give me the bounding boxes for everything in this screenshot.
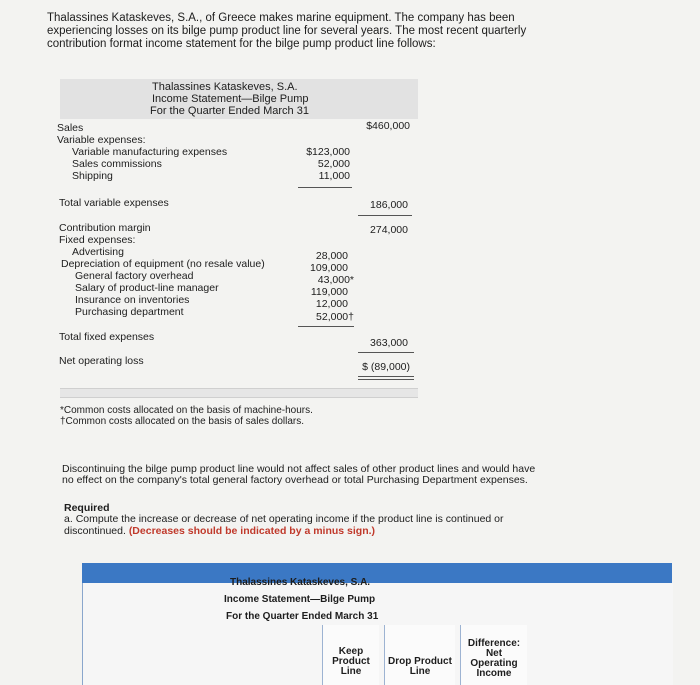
answer-table-period: For the Quarter Ended March 31: [226, 611, 379, 622]
intro-text: Thalassines Kataskeves, S.A., of Greece makes marine equipment. The company has been experiencing losses on its bilge pump product line for several years. The most recent quarterly contribution format income statement for the bilge pump product line follows:: [47, 12, 527, 50]
fixed-item-value: 43,000*: [317, 274, 354, 286]
fixed-expenses-label: Fixed expenses:: [59, 234, 136, 246]
total-variable-label: Total variable expenses: [59, 197, 169, 209]
fixed-item-value: 119,000: [310, 286, 348, 298]
fixed-item-label: Insurance on inventories: [75, 294, 190, 306]
column-drop-product-line: [384, 625, 455, 685]
variable-item-value: $123,000: [306, 146, 350, 158]
answer-table-company: Thalassines Kataskeves, S.A.: [230, 577, 371, 588]
net-loss-label: Net operating loss: [59, 355, 144, 367]
statement-company: Thalassines Kataskeves, S.A.: [152, 81, 298, 93]
subtotal-rule: [298, 187, 352, 188]
column-header-difference: Difference: Net Operating Income: [467, 638, 521, 679]
fixed-item-value: 12,000: [315, 298, 348, 310]
statement-bottom-bar: [60, 388, 418, 398]
contribution-margin-label: Contribution margin: [59, 222, 151, 234]
assumption-paragraph: Discontinuing the bilge pump product line would not affect sales of other product lines and would have no effect on the company's total general factory overhead or total Purchasing Department expenses.: [62, 463, 536, 486]
required-heading: Required: [64, 502, 110, 514]
total-fixed-value: 363,000: [370, 337, 408, 349]
column-keep-product-line: [322, 625, 379, 685]
subtotal-rule: [358, 352, 414, 353]
fixed-item-label: Advertising: [72, 246, 124, 258]
required-item-text: Compute the increase or decrease of net operating income if the product line is continued or discontinued.: [64, 513, 504, 537]
statement-header: [60, 79, 418, 119]
total-fixed-label: Total fixed expenses: [59, 331, 155, 343]
total-variable-value: 186,000: [370, 199, 408, 211]
answer-table-header-strip: [82, 563, 672, 583]
sales-value: $460,000: [366, 120, 410, 132]
required-item-prefix: a.: [64, 513, 73, 525]
column-header-drop: Drop Product Line: [388, 656, 452, 677]
variable-item-label: Variable manufacturing expenses: [72, 146, 228, 158]
fixed-item-value: 109,000: [310, 262, 348, 274]
fixed-item-value: 52,000†: [316, 311, 354, 323]
variable-item-label: Shipping: [72, 170, 113, 182]
fixed-item-label: Purchasing department: [75, 306, 184, 318]
variable-expenses-label: Variable expenses:: [57, 134, 146, 146]
fixed-item-label: Salary of product-line manager: [75, 282, 219, 294]
statement-title: Income Statement—Bilge Pump: [152, 93, 309, 105]
answer-table-title: Income Statement—Bilge Pump: [224, 594, 376, 605]
net-loss-value: $ (89,000): [362, 361, 410, 373]
column-difference: [460, 625, 527, 685]
variable-item-value: 11,000: [318, 170, 350, 182]
fixed-item-label: General factory overhead: [75, 270, 194, 282]
footnote: †Common costs allocated on the basis of sales dollars.: [60, 416, 305, 427]
subtotal-rule: [298, 326, 354, 327]
fixed-item-value: 28,000: [315, 250, 348, 262]
variable-item-value: 52,000: [317, 158, 350, 170]
subtotal-rule: [358, 215, 412, 216]
required-item-hint: (Decreases should be indicated by a minus sign.): [128, 525, 376, 537]
total-rule: [358, 376, 414, 377]
fixed-item-label: Depreciation of equipment (no resale value): [61, 258, 265, 270]
contribution-margin-value: 274,000: [370, 224, 408, 236]
variable-item-label: Sales commissions: [72, 158, 162, 170]
required-item: [64, 513, 524, 537]
sales-label: Sales: [57, 122, 84, 134]
total-rule: [358, 379, 414, 380]
column-header-keep: Keep Product Line: [332, 646, 370, 677]
statement-period: For the Quarter Ended March 31: [150, 105, 309, 117]
footnote: *Common costs allocated on the basis of machine-hours.: [60, 405, 313, 416]
